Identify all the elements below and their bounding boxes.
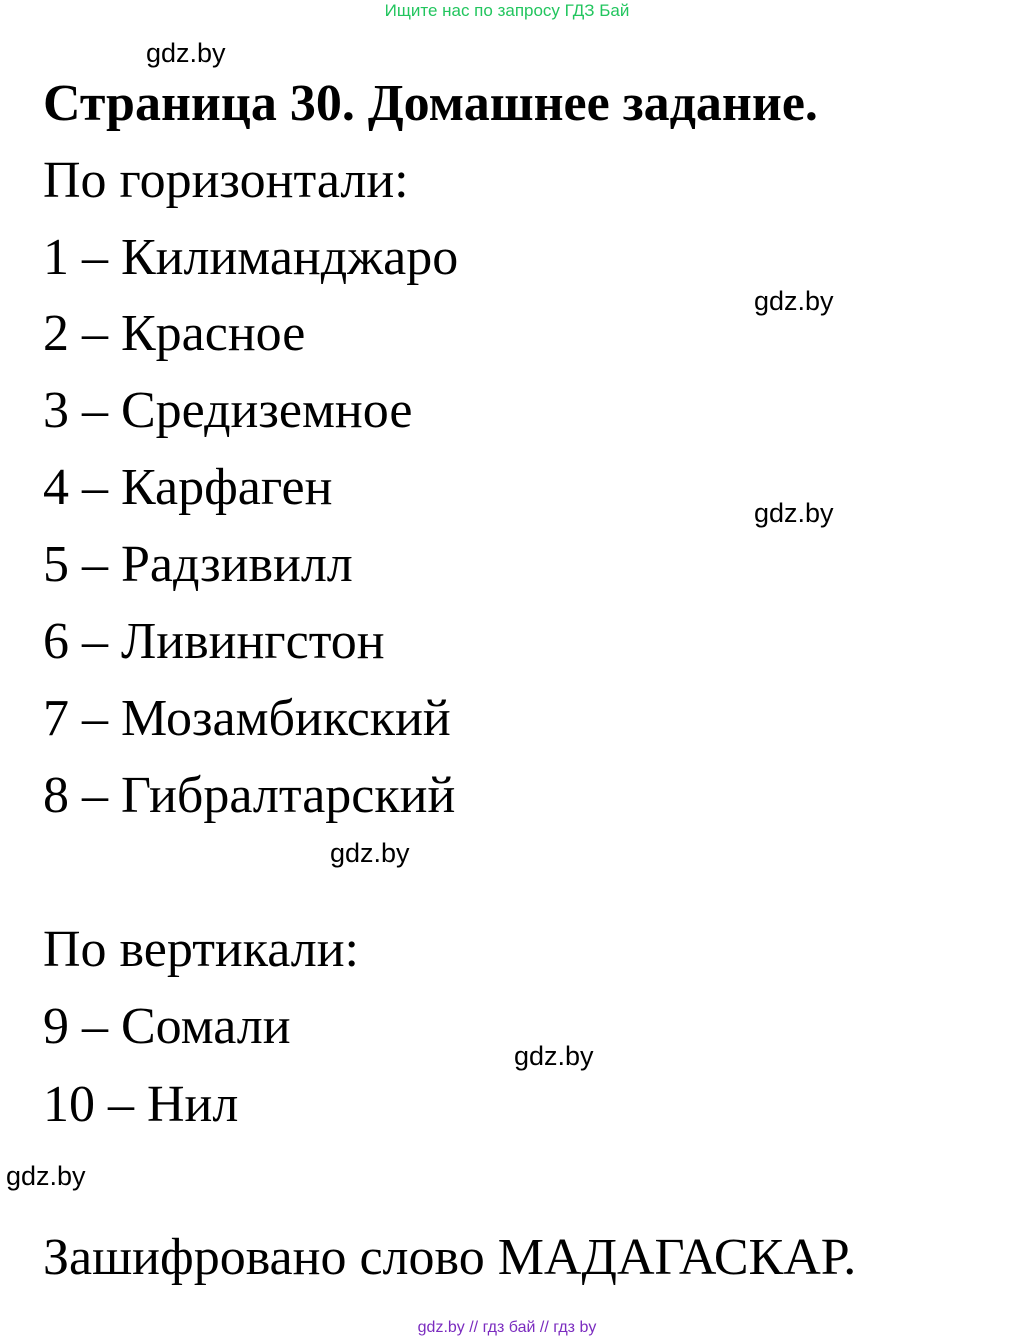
vertical-heading: По вертикали: xyxy=(43,921,359,978)
footer-links: gdz.by // гдз бай // гдз by xyxy=(417,1319,597,1336)
answer-line-1: 1 – Килиманджаро xyxy=(43,229,459,286)
horizontal-heading: По горизонтали: xyxy=(43,152,409,209)
answer-line-5: 5 – Радзивилл xyxy=(43,536,353,593)
top-banner: Ищите нас по запросу ГДЗ Бай xyxy=(384,1,630,20)
answer-line-10: 10 – Нил xyxy=(43,1076,239,1133)
watermark: gdz.by xyxy=(754,498,834,528)
watermark: gdz.by xyxy=(754,286,834,316)
answer-line-2: 2 – Красное xyxy=(43,305,306,362)
watermark: gdz.by xyxy=(330,838,410,868)
watermark: gdz.by xyxy=(514,1041,594,1071)
answer-line-4: 4 – Карфаген xyxy=(43,459,333,516)
page-title: Страница 30. Домашнее задание. xyxy=(43,75,818,132)
answer-line-6: 6 – Ливингстон xyxy=(43,613,385,670)
answer-line-7: 7 – Мозамбикский xyxy=(43,690,451,747)
answer-sentence: Зашифровано слово МАДАГАСКАР. xyxy=(43,1229,857,1286)
answer-line-9: 9 – Сомали xyxy=(43,998,291,1055)
answer-line-3: 3 – Средиземное xyxy=(43,382,413,439)
watermark: gdz.by xyxy=(6,1161,86,1191)
answer-line-8: 8 – Гибралтарский xyxy=(43,767,456,824)
watermark: gdz.by xyxy=(146,38,226,68)
